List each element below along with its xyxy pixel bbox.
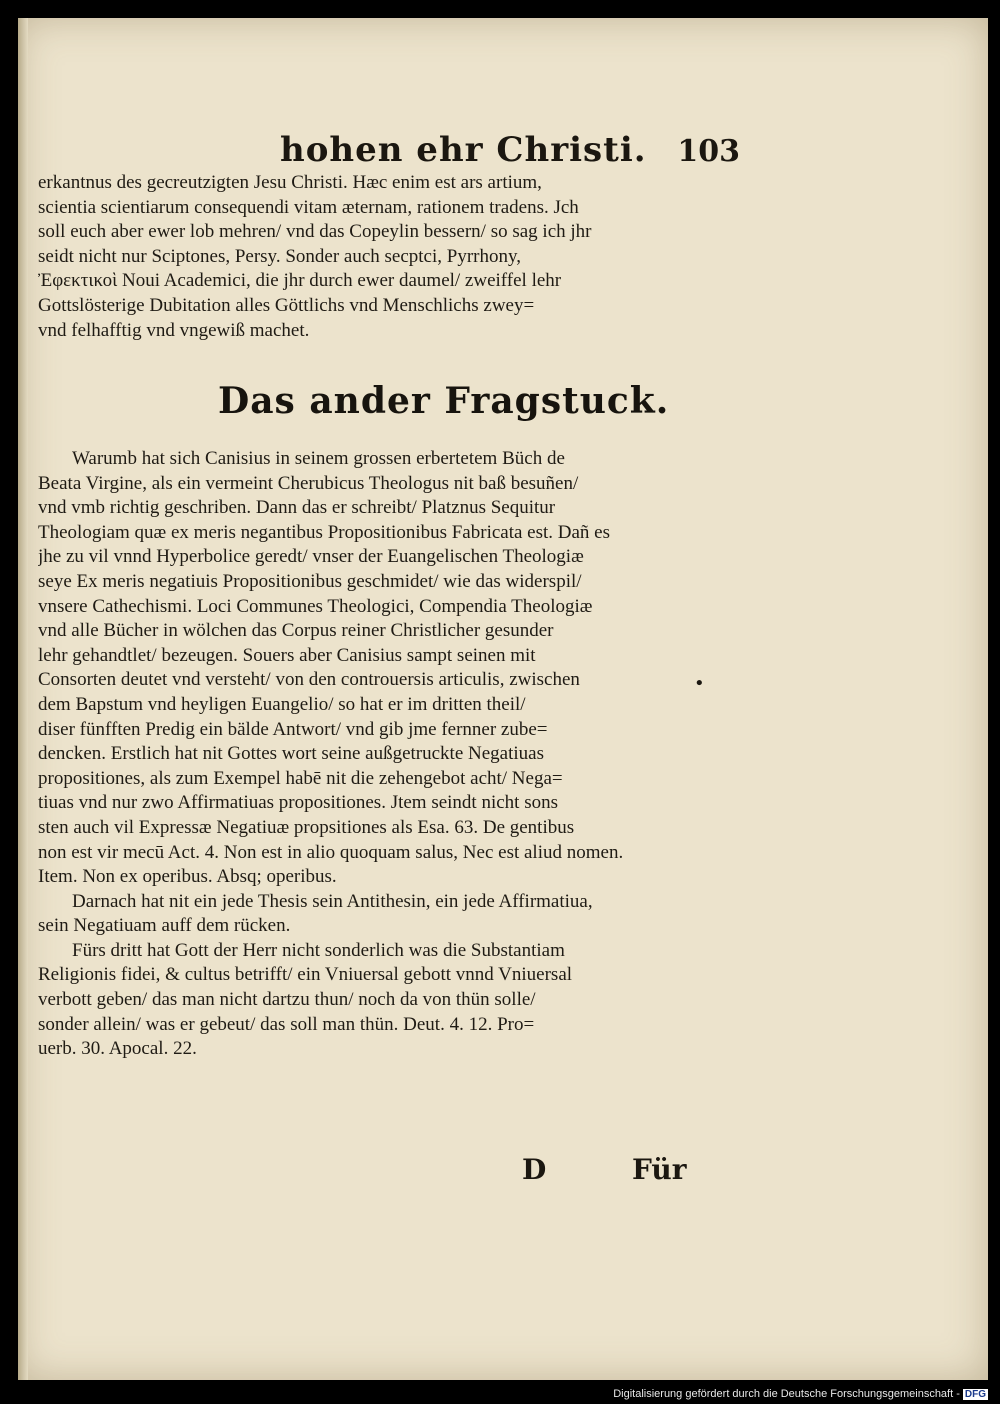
- signature-mark: D: [522, 1153, 547, 1186]
- section-heading: Das ander Fragstuck.: [218, 380, 670, 422]
- text-line: Fürs dritt hat Gott der Herr nicht sonderlich was die Substantiam: [72, 939, 565, 961]
- text-line: lehr gehandtlet/ bezeugen. Souers aber Canisius sampt seinen mit: [38, 644, 536, 666]
- text-line: sein Negatiuam auff dem rücken.: [38, 915, 291, 937]
- text-line: Item. Non ex operibus. Absq; operibus.: [38, 866, 337, 888]
- text-line: jhe zu vil vnnd Hyperbolice geredt/ vnser der Euangelischen Theologiæ: [38, 546, 584, 568]
- text-line: dem Bapstum vnd heyligen Euangelio/ so hat er im dritten theil/: [38, 693, 526, 715]
- text-line: Gottslösterige Dubitation alles Göttlichs vnd Menschlichs zwey=: [38, 294, 535, 316]
- text-block-1: [38, 171, 718, 343]
- text-line: diser fünfften Predig ein bälde Antwort/ vnd gib jme fernner zube=: [38, 718, 548, 740]
- text-line: Warumb hat sich Canisius in seinem grossen erbertetem Büch de: [72, 448, 565, 469]
- dfg-logo: DFG: [964, 1389, 986, 1400]
- text-line: sten auch vil Expressæ Negatiuæ propsitiones als Esa. 63. De gentibus: [38, 816, 575, 838]
- footer-credit: [613, 1388, 988, 1400]
- page-number: 103: [677, 134, 740, 169]
- footer-text: Digitalisierung gefördert durch die Deutsche Forschungsgemeinschaft -: [613, 1388, 960, 1400]
- text-line: scientia scientiarum consequendi vitam æternam, rationem tradens. Jch: [38, 196, 579, 218]
- text-line: erkantnus des gecreutzigten Jesu Christi. Hæc enim est ars artium,: [38, 172, 542, 193]
- text-line: vnd vmb richtig geschriben. Dann das er schreibt/ Platznus Sequitur: [38, 497, 556, 519]
- text-line: non est vir mecū Act. 4. Non est in alio quoquam salus, Nec est aliud nomen.: [38, 841, 624, 863]
- text-line: Darnach hat nit ein jede Thesis sein Antithesin, ein jede Affirmatiua,: [72, 890, 593, 912]
- text-line: Beata Virgine, als ein vermeint Cherubicus Theologus nit baß besuñen/: [38, 472, 579, 494]
- text-line: dencken. Erstlich hat nit Gottes wort seine außgetruckte Negatiuas: [38, 743, 544, 765]
- text-line: uerb. 30. Apocal. 22.: [38, 1038, 197, 1060]
- text-line: soll euch aber ewer lob mehren/ vnd das Copeylin bessern/ so sag ich jhr: [38, 221, 592, 243]
- text-line: Religionis fidei, & cultus betrifft/ ein Vniuersal gebott vnnd Vniuersal: [38, 964, 573, 986]
- text-line: vnd felhafftig vnd vngewiß machet.: [38, 319, 310, 341]
- text-line: Ἐφεκτικοὶ Noui Academici, die jhr durch ewer daumel/ zweiffel lehr: [38, 270, 562, 292]
- text-line: tiuas vnd nur zwo Affirmatiuas propositiones. Jtem seindt nicht sons: [38, 792, 558, 814]
- text-line: propositiones, als zum Exempel habē nit die zehengebot acht/ Nega=: [38, 767, 563, 789]
- text-line: seye Ex meris negatiuis Propositionibus geschmidet/ wie das widerspil/: [38, 570, 582, 592]
- text-line: Consorten deutet vnd versteht/ von den controuersis articulis, zwischen: [38, 669, 580, 691]
- page-edge: [18, 18, 28, 1380]
- text-block-2: [38, 447, 718, 1062]
- text-line: vnsere Cathechismi. Loci Communes Theologici, Compendia Theologiæ: [38, 595, 593, 617]
- text-line: vnd alle Bücher in wölchen das Corpus reiner Christlicher gesunder: [38, 620, 554, 642]
- text-line: Theologiam quæ ex meris negantibus Propositionibus Fabricata est. Dañ es: [38, 521, 611, 543]
- catchword: Für: [632, 1153, 687, 1186]
- running-head-title: hohen ehr Christi.: [280, 130, 647, 170]
- text-line: sonder allein/ was er gebeut/ das soll man thün. Deut. 4. 12. Pro=: [38, 1013, 535, 1035]
- margin-mark: •: [694, 673, 705, 694]
- book-page: [18, 18, 988, 1380]
- text-line: seidt nicht nur Sciptones, Persy. Sonder auch secptci, Pyrrhony,: [38, 245, 522, 267]
- text-line: verbott geben/ das man nicht dartzu thun/ noch da von thün solle/: [38, 989, 536, 1011]
